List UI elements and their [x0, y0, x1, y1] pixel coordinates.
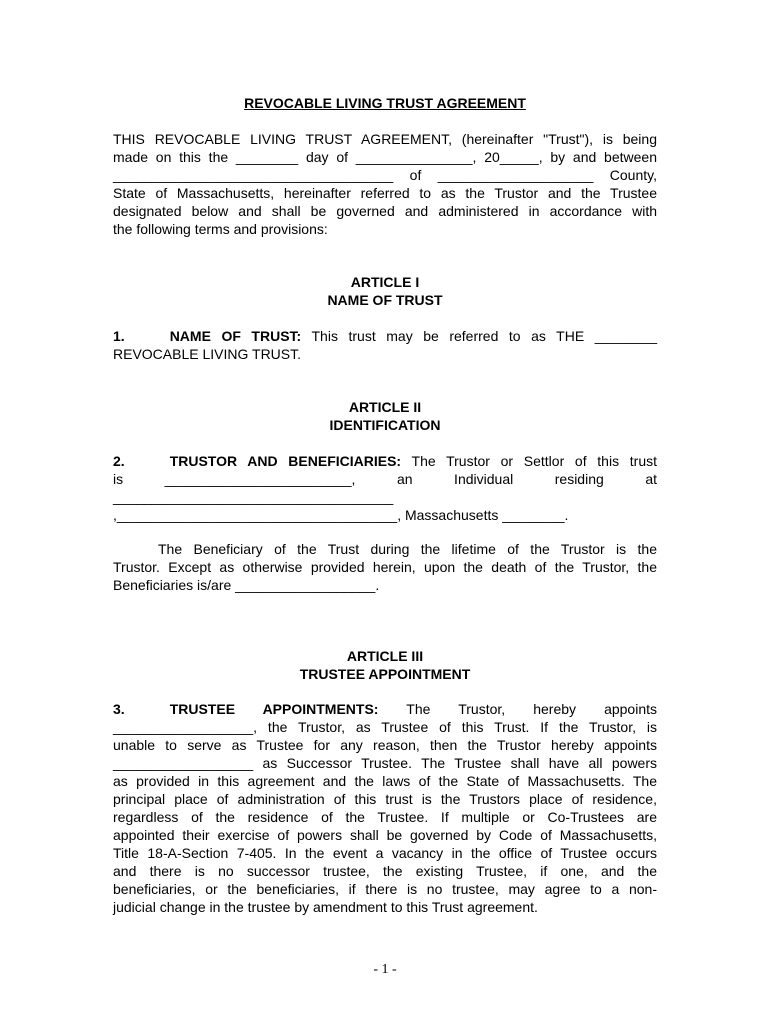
article-3-paragraph: [113, 700, 657, 916]
section-label: TRUSTOR AND BENEFICIARIES:: [169, 453, 402, 469]
article-2-heading: ARTICLE II: [348, 399, 422, 415]
article-3-line: and there is no successor trustee, the existing Trustee, if one, and the: [113, 863, 657, 879]
document-title: REVOCABLE LIVING TRUST AGREEMENT: [244, 95, 526, 111]
intro-line: the following terms and provisions:: [113, 221, 328, 237]
article-2-subheading: IDENTIFICATION: [329, 417, 441, 433]
article-2-beneficiary-paragraph: [113, 540, 657, 594]
article-3-line: principal place of administration of this trust is the Trustors place of residence,: [113, 791, 657, 807]
article-2-line: ,____________________________________, Massachusetts ________.: [113, 507, 569, 523]
beneficiary-line: Trustor. Except as otherwise provided herein, upon the death of the Trustor, the: [113, 559, 657, 575]
section-label: NAME OF TRUST:: [169, 328, 302, 344]
page-number: - 1 -: [373, 962, 397, 977]
article-1-line: [113, 327, 657, 345]
intro-line: THIS REVOCABLE LIVING TRUST AGREEMENT, (hereinafter "Trust"), is being: [113, 131, 657, 147]
intro-line: State of Massachusetts, hereinafter referred to as the Trustor and the Trustee: [113, 185, 657, 201]
article-3-line: __________________ as Successor Trustee. The Trustee shall have all powers: [113, 755, 657, 771]
article-3-line: [113, 700, 657, 718]
article-2-line: ____________________________________: [113, 489, 394, 505]
article-3-line: Title 18-A-Section 7-405. In the event a vacancy in the office of Trustee occurs: [113, 845, 657, 861]
beneficiary-line: The Beneficiary of the Trust during the lifetime of the Trustor is the: [158, 541, 657, 557]
article-3-line: __________________, the Trustor, as Trustee of this Trust. If the Trustor, is: [113, 719, 657, 735]
article-3-line: regardless of the residence of the Trustee. If multiple or Co-Trustees are: [113, 809, 657, 825]
section-label: TRUSTEE APPOINTMENTS:: [169, 701, 379, 717]
section-text: This trust may be referred to as THE: [311, 328, 585, 344]
intro-line: designated below and shall be governed and administered in accordance with: [113, 203, 657, 219]
section-number: 3.: [113, 701, 125, 717]
article-3-line: judicial change in the trustee by amendment to this Trust agreement.: [113, 899, 538, 915]
article-3-line: unable to serve as Trustee for any reason, then the Trustor hereby appoints: [113, 737, 657, 753]
intro-line: made on this the ________ day of _______________, 20_____, by and between: [113, 149, 657, 165]
intro-line: ____________________________________ of ____________________ County,: [113, 167, 657, 183]
article-1-heading: ARTICLE I: [350, 274, 420, 290]
article-1-paragraph: [113, 327, 657, 363]
article-3-line: as provided in this agreement and the laws of the State of Massachusetts. The: [113, 773, 657, 789]
section-number: 1.: [113, 328, 125, 344]
section-text: The Trustor or Settlor of this trust: [411, 453, 657, 469]
article-3-line: appointed their exercise of powers shall be governed by Code of Massachusetts,: [113, 827, 657, 843]
article-2-line: is ________________________, an Individual residing at: [113, 471, 657, 487]
article-3-subheading: TRUSTEE APPOINTMENT: [299, 666, 471, 682]
article-2-paragraph: [113, 452, 657, 524]
trust-name-blank: ________: [594, 328, 658, 344]
section-text: The Trustor, hereby appoints: [406, 701, 658, 717]
article-3-line: beneficiaries, or the beneficiaries, if there is no trustee, may agree to a non-: [113, 881, 657, 897]
article-3-heading: ARTICLE III: [346, 648, 424, 664]
article-1-line: REVOCABLE LIVING TRUST.: [113, 346, 302, 362]
article-2-line: [113, 452, 657, 470]
intro-paragraph: [113, 130, 657, 238]
article-1-subheading: NAME OF TRUST: [327, 292, 443, 308]
beneficiary-line: Beneficiaries is/are __________________.: [113, 577, 380, 593]
section-number: 2.: [113, 453, 125, 469]
